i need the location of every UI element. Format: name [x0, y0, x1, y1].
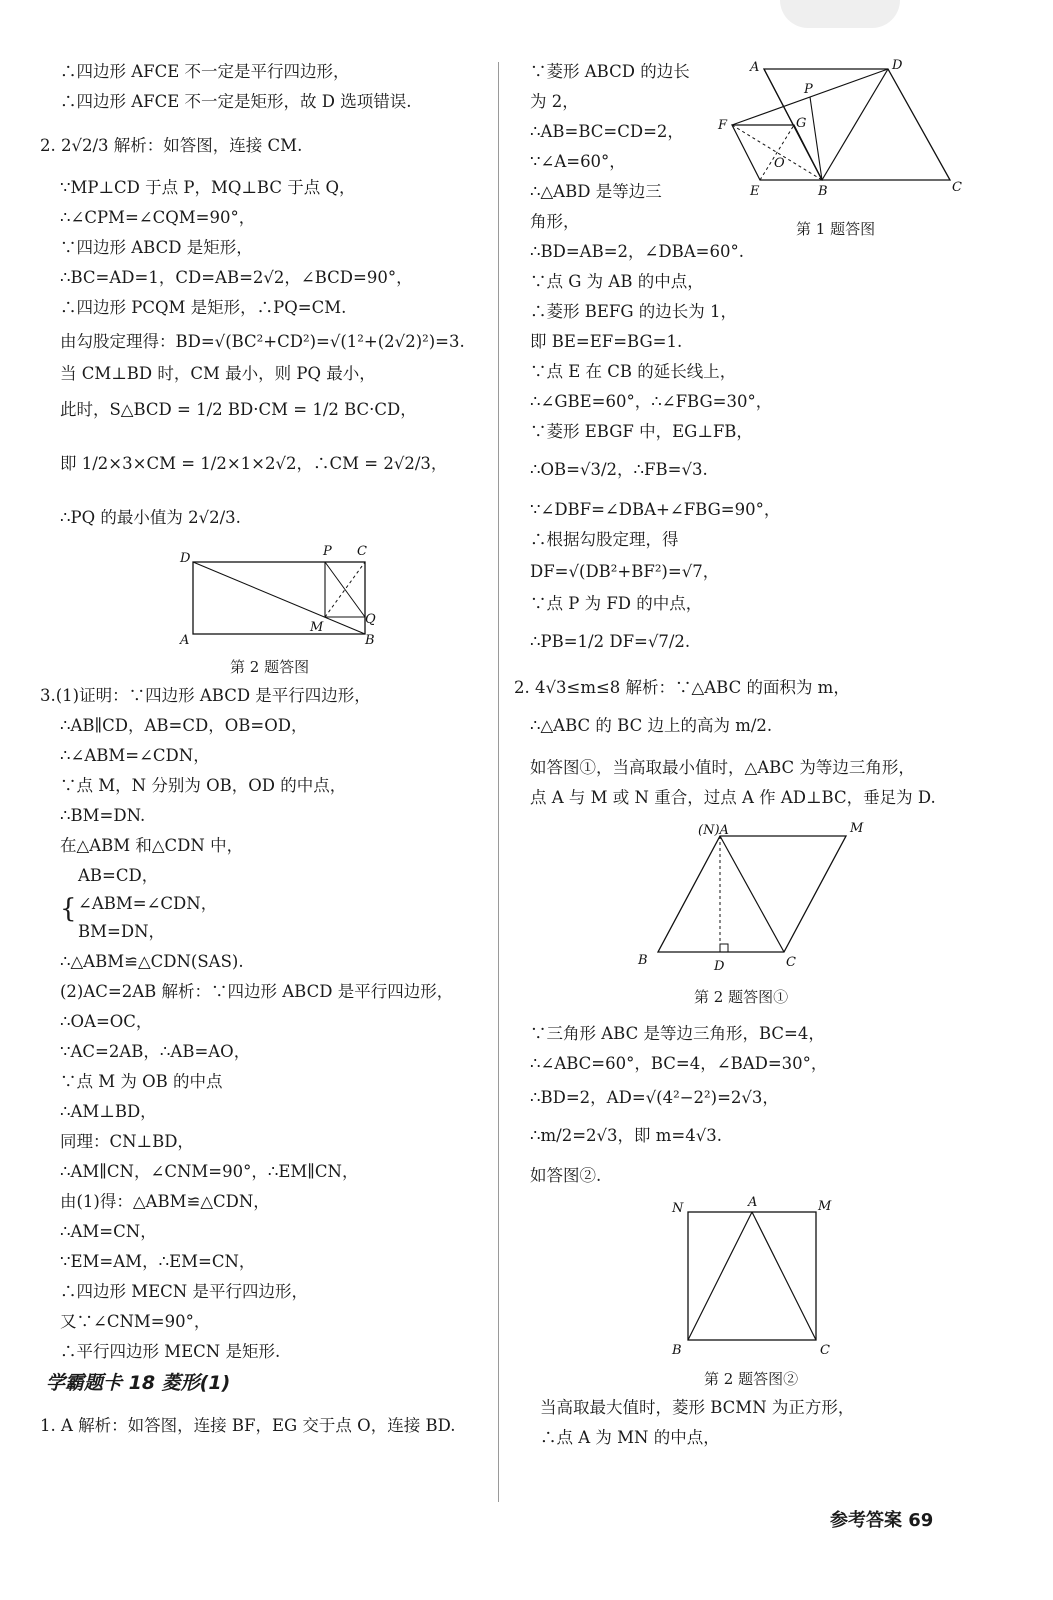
caption-fig-q2: 第 2 题答图 [230, 658, 310, 676]
text-line: 3.(1)证明：∵四边形 ABCD 是平行四边形， [40, 686, 371, 705]
text-line: ∴BD=AB=2，∠DBA=60°. [530, 242, 744, 261]
figure-q2-2 [664, 1192, 854, 1362]
label-f: F [718, 118, 728, 133]
text-line: ∴AM=CN， [60, 1222, 157, 1241]
text-line: 如答图②. [530, 1166, 602, 1185]
text-line: ∴BM=DN. [60, 806, 146, 825]
text-line: ∵点 M，N 分别为 OB，OD 的中点， [60, 776, 347, 795]
text-line: ∴PQ 的最小值为 2√2/3. [60, 508, 241, 527]
label-n: N [672, 1201, 684, 1216]
text-line: ∴四边形 AFCE 不一定是平行四边形， [60, 62, 350, 81]
text-line: ∵MP⊥CD 于点 P，MQ⊥BC 于点 Q， [60, 178, 356, 197]
text-line: 即 BE=EF=BG=1. [530, 332, 683, 351]
label-m: M [818, 1199, 832, 1214]
label-na: (N)A [698, 823, 729, 838]
text-line: ∴△ABM≌△CDN(SAS). [60, 952, 244, 971]
label-a: A [750, 60, 760, 75]
text-line: ∴BD=2，AD=√(4²−2²)=2√3， [530, 1088, 779, 1107]
text-line: ∴∠ABM=∠CDN， [60, 746, 210, 765]
label-o: O [774, 156, 785, 171]
text-line: ∴AB∥CD，AB=CD，OB=OD， [60, 716, 308, 735]
text-line: ∴PB=1/2 DF=√7/2. [530, 632, 691, 651]
label-b: B [672, 1343, 682, 1358]
text-line: ∴△ABC 的 BC 边上的高为 m/2. [530, 716, 773, 735]
text-line: ∴△ABD 是等边三 [530, 182, 662, 201]
text-line: 1. A 解析：如答图，连接 BF，EG 交于点 O，连接 BD. [40, 1416, 456, 1435]
text-line: 2. 4√3≤m≤8 解析：∵△ABC 的面积为 m， [514, 678, 850, 697]
label-d: D [892, 58, 903, 73]
text-line: ∴点 A 为 MN 的中点， [540, 1428, 720, 1447]
label-d: D [714, 959, 725, 974]
figure-q1-rhombus [712, 55, 967, 203]
segment-ab [688, 1212, 752, 1340]
text-line: 当高取最大值时，菱形 BCMN 为正方形， [540, 1398, 855, 1417]
page-footer: 参考答案 69 [830, 1510, 934, 1531]
segment-bd [822, 69, 888, 180]
label-b: B [818, 184, 828, 199]
text-line: ∵EM=AM，∴EM=CN， [60, 1252, 256, 1271]
text-line: ∴OA=OC， [60, 1012, 153, 1031]
text-line: 由勾股定理得：BD=√(BC²+CD²)=√(1²+(2√2)²)=3. [60, 332, 465, 351]
text-line: ∵四边形 ABCD 是矩形， [60, 238, 253, 257]
brace-icon: { [60, 894, 77, 924]
text-line: ∵∠DBF=∠DBA+∠FBG=90°， [530, 500, 781, 519]
text-line: ∵∠A=60°， [530, 152, 626, 171]
text-line: ∴∠CPM=∠CQM=90°， [60, 208, 256, 227]
segment-ac [720, 836, 784, 952]
label-p: P [804, 82, 813, 97]
text-line: ∵AC=2AB，∴AB=AO， [60, 1042, 251, 1061]
label-q: Q [365, 612, 376, 627]
text-line: ∵点 M 为 OB 的中点 [60, 1072, 223, 1091]
text-line: 即 1/2×3×CM = 1/2×1×2√2，∴CM = 2√2/3， [60, 454, 448, 473]
text-line: ∴m/2=2√3，即 m=4√3. [530, 1126, 723, 1145]
column-divider [498, 62, 499, 1502]
text-line: BM=DN， [78, 922, 166, 941]
text-line: ∴AM∥CN，∠CNM=90°，∴EM∥CN， [60, 1162, 359, 1181]
label-b: B [638, 953, 648, 968]
text-line: AB=CD， [78, 866, 159, 885]
text-line: 在△ABM 和△CDN 中， [60, 836, 244, 855]
text-line: ∴AB=BC=CD=2， [530, 122, 684, 141]
text-line: 又∵∠CNM=90°， [60, 1312, 211, 1331]
text-line: ∴四边形 PCQM 是矩形，∴PQ=CM. [60, 298, 347, 317]
text-line: ∴BC=AD=1，CD=AB=2√2，∠BCD=90°， [60, 268, 413, 287]
text-line: ∵三角形 ABC 是等边三角形，BC=4， [530, 1024, 825, 1043]
page-corner-shade [780, 0, 900, 28]
text-line: ∵菱形 EBGF 中，EG⊥FB， [530, 422, 753, 441]
text-line: 当 CM⊥BD 时，CM 最小，则 PQ 最小， [60, 364, 376, 383]
text-line: ∵菱形 ABCD 的边长 [530, 62, 690, 81]
label-m: M [310, 620, 324, 635]
text-line: ∴四边形 AFCE 不一定是矩形，故 D 选项错误. [60, 92, 412, 111]
text-line: DF=√(DB²+BF²)=√7， [530, 562, 720, 581]
square-bcmn [688, 1212, 816, 1340]
text-line: 2. 2√2/3 解析：如答图，连接 CM. [40, 136, 303, 155]
caption-fig-q2b: 第 2 题答图② [704, 1370, 799, 1388]
caption-fig-q1: 第 1 题答图 [796, 220, 876, 238]
text-line: 角形， [530, 212, 580, 231]
figure-q2-rectangle [175, 540, 385, 650]
text-line: ∴根据勾股定理，得 [530, 530, 679, 549]
text-line: ∴AM⊥BD， [60, 1102, 157, 1121]
label-g: G [796, 116, 807, 131]
label-a: A [180, 633, 190, 648]
label-b: B [365, 633, 375, 648]
label-a: A [748, 1195, 758, 1210]
text-line: ∴平行四边形 MECN 是矩形. [60, 1342, 281, 1361]
text-line: 为 2， [530, 92, 579, 111]
text-line: (2)AC=2AB 解析：∵四边形 ABCD 是平行四边形， [60, 982, 454, 1001]
segment-eg [760, 125, 794, 180]
text-line: 如答图①，当高取最小值时，△ABC 为等边三角形， [530, 758, 915, 777]
segment-pq [325, 562, 365, 617]
text-line: ∵点 G 为 AB 的中点， [530, 272, 704, 291]
label-c: C [952, 180, 962, 195]
text-line: ∴∠ABC=60°，BC=4，∠BAD=30°， [530, 1054, 828, 1073]
label-c: C [357, 544, 367, 559]
text-line: 点 A 与 M 或 N 重合，过点 A 作 AD⊥BC，垂足为 D. [530, 788, 936, 807]
text-line: ∴OB=√3/2，∴FB=√3. [530, 460, 708, 479]
section-title: 学霸题卡 18 菱形(1) [46, 1372, 231, 1394]
text-line: ∠ABM=∠CDN， [78, 894, 218, 913]
caption-fig-q2a: 第 2 题答图① [694, 988, 789, 1006]
text-line: ∵点 E 在 CB 的延长线上， [530, 362, 737, 381]
text-line: 同理：CN⊥BD， [60, 1132, 194, 1151]
label-p: P [323, 544, 332, 559]
label-e: E [750, 184, 760, 199]
label-c: C [820, 1343, 830, 1358]
text-line: ∴∠GBE=60°，∴∠FBG=30°， [530, 392, 773, 411]
label-d: D [180, 551, 191, 566]
figure-q2-1 [628, 818, 868, 978]
label-c: C [786, 955, 796, 970]
right-angle-mark [720, 944, 728, 952]
text-line: ∴菱形 BEFG 的边长为 1， [530, 302, 738, 321]
diagonal-bd [193, 562, 365, 634]
text-line: ∵点 P 为 FD 的中点， [530, 594, 703, 613]
label-m: M [850, 821, 864, 836]
text-line: 此时，S△BCD = 1/2 BD·CM = 1/2 BC·CD， [60, 400, 417, 419]
text-line: 由(1)得：△ABM≌△CDN， [60, 1192, 270, 1211]
text-line: ∴四边形 MECN 是平行四边形， [60, 1282, 308, 1301]
segment-ac [752, 1212, 816, 1340]
